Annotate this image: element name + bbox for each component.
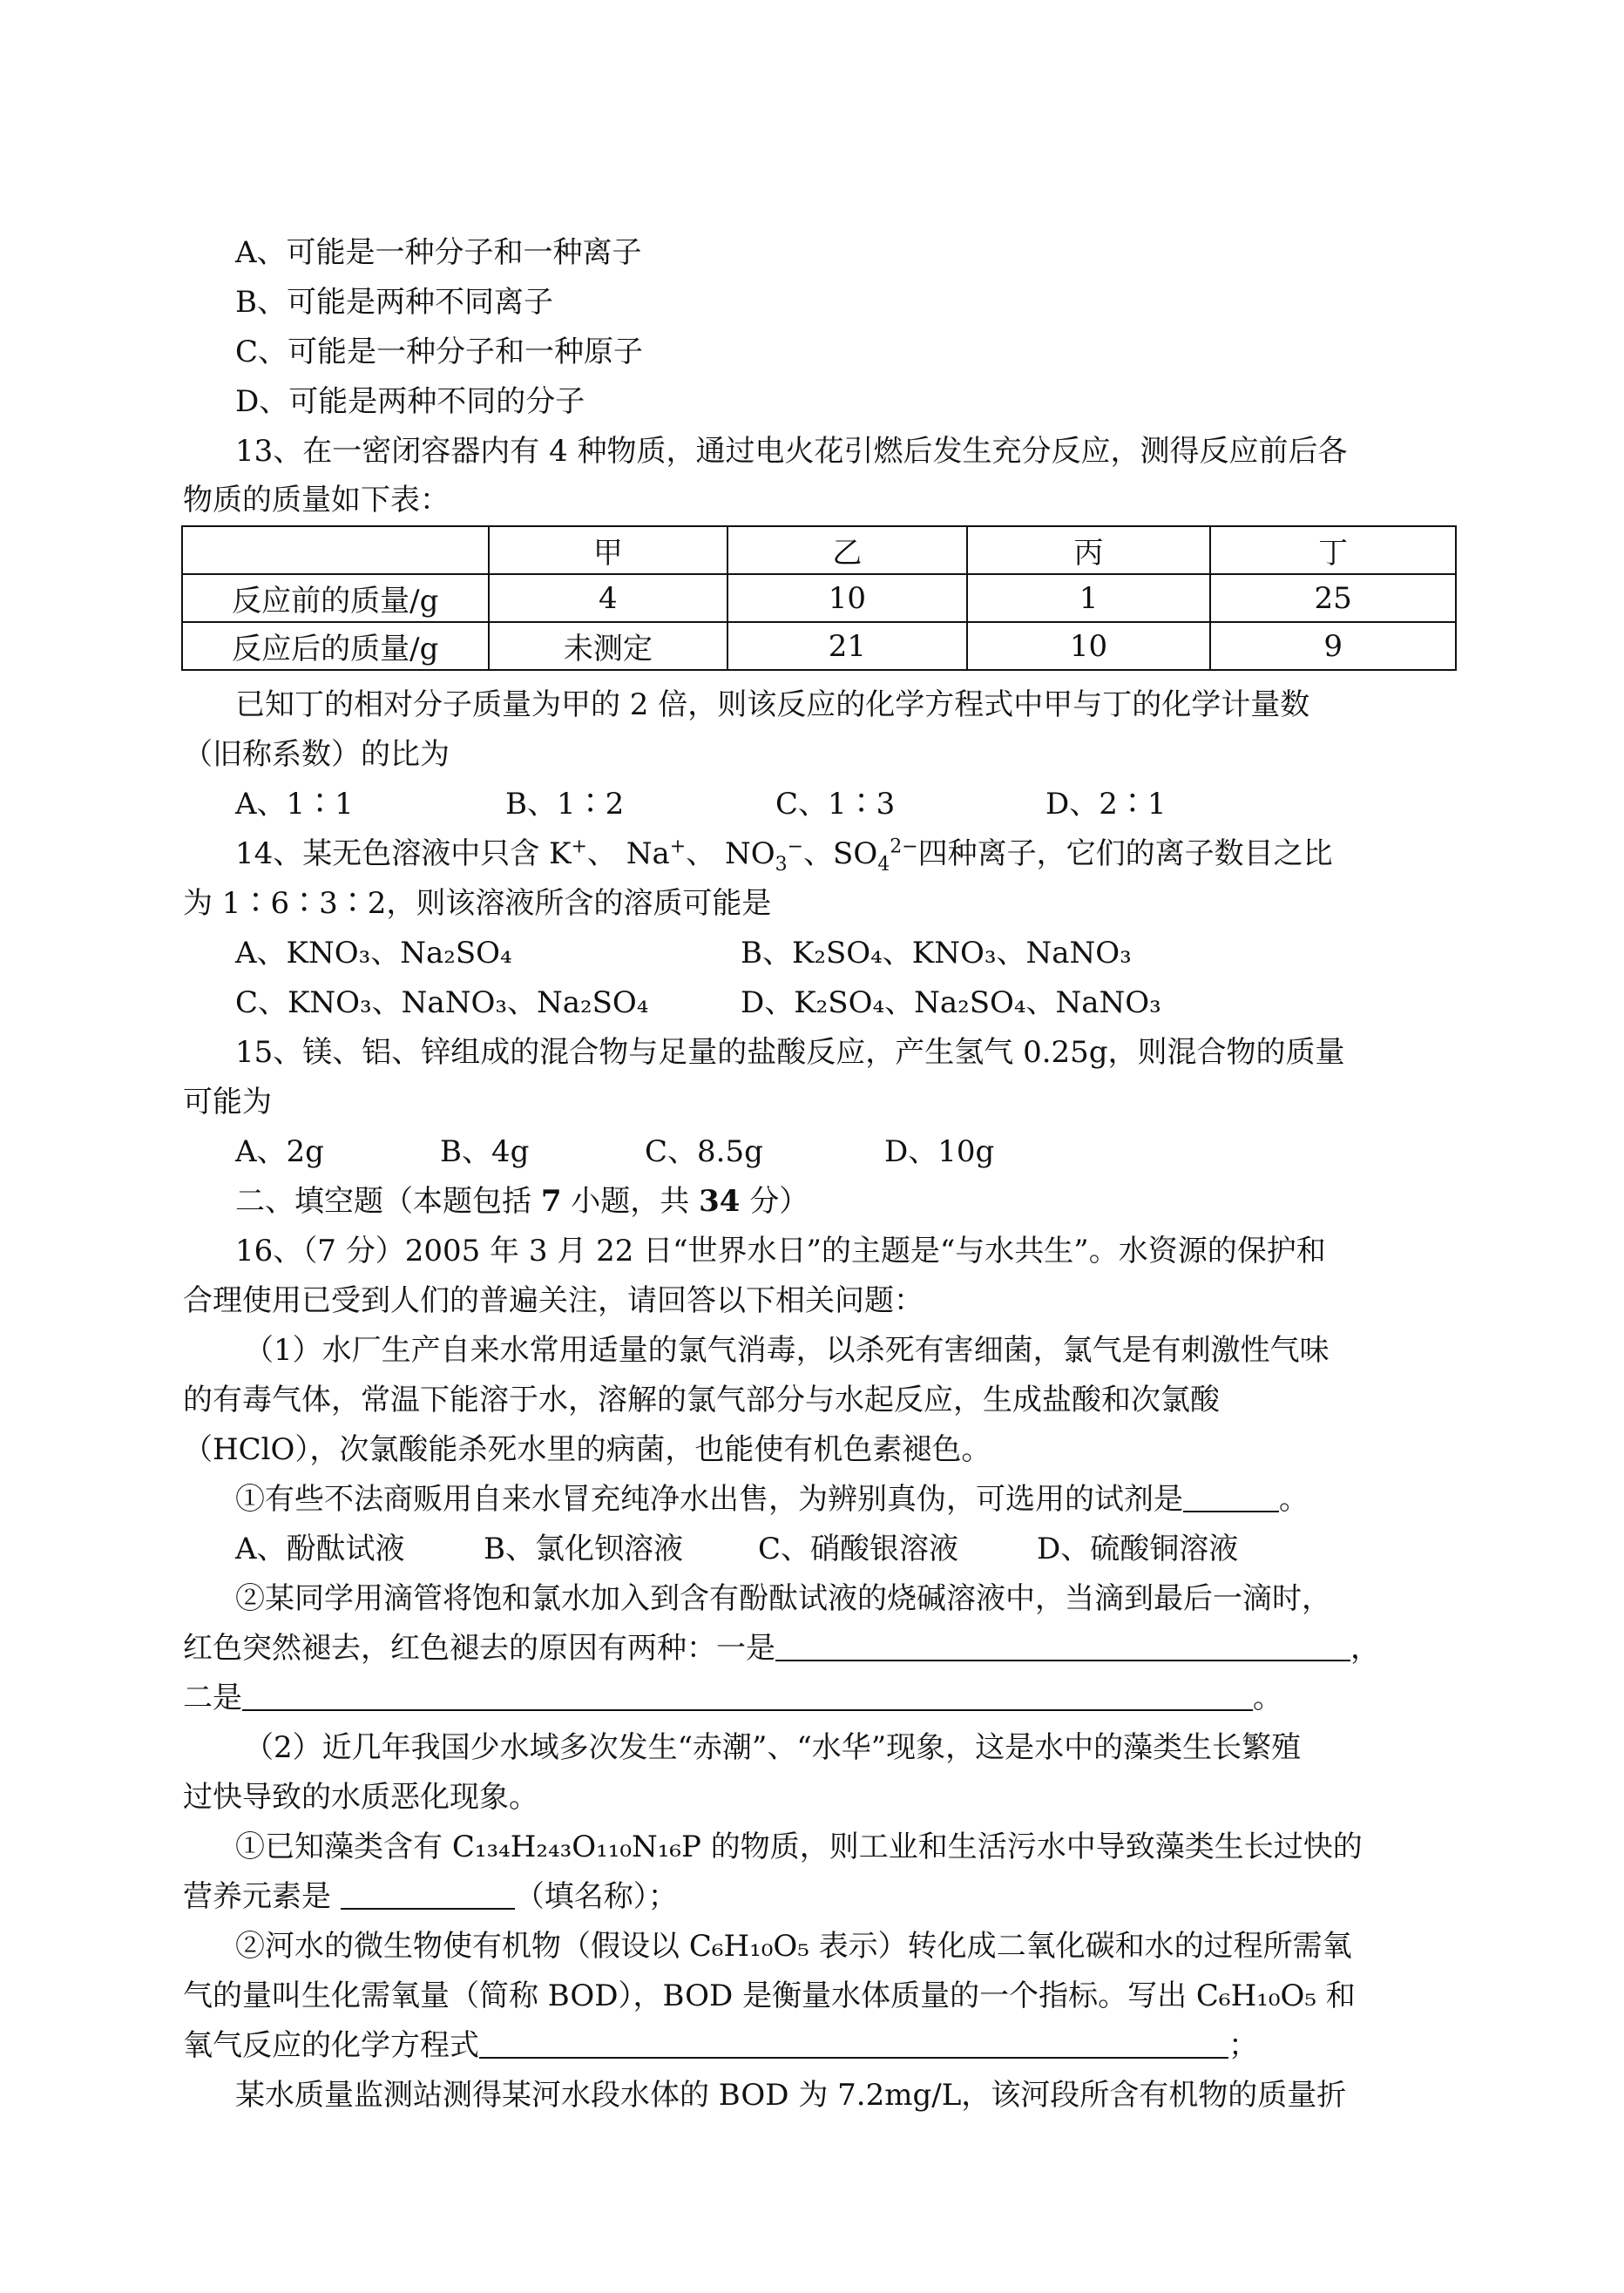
- q14-options-row1: [235, 929, 1507, 977]
- q14-stem-suffix: 四种离子，它们的离子数目之比: [917, 836, 1333, 871]
- q14-stem-line2: 为 1∶6∶3∶2，则该溶液所含的溶质可能是: [183, 886, 772, 921]
- q13-stem-line2: 物质的质量如下表：: [183, 483, 450, 517]
- q16-sub2-line3-text: 二是: [183, 1681, 242, 1715]
- table-cell: 25: [1210, 574, 1456, 622]
- answer-blank[interactable]: [242, 1680, 1253, 1711]
- section-heading-suffix: 分）: [740, 1184, 809, 1219]
- q14-option-c: C、KNO₃、NaNO₃、Na₂SO₄: [235, 985, 649, 1020]
- q16-part1-line2: 的有毒气体，常温下能溶于水，溶解的氯气部分与水起反应，生成盐酸和次氯酸: [183, 1383, 1220, 1417]
- q14-stem-prefix: 14、某无色溶液中只含 K: [235, 836, 572, 871]
- q15-option-c: C、8.5g: [645, 1134, 763, 1169]
- answer-blank[interactable]: [341, 1878, 515, 1910]
- q14-so4-text: 、SO: [803, 836, 878, 871]
- table-header-row: [182, 526, 1456, 574]
- table-header-cell: 丙: [967, 526, 1211, 574]
- table-header-cell: 乙: [727, 526, 967, 574]
- q16-sub2-line2: [183, 1624, 1455, 1673]
- answer-blank[interactable]: [479, 2027, 1228, 2059]
- q16-sub2-line2-text: 红色突然褪去，红色褪去的原因有两种：一是: [183, 1631, 775, 1666]
- table-header-cell: 丁: [1210, 526, 1456, 574]
- table-cell: 10: [727, 574, 967, 622]
- q16-part1-line3: （HClO），次氯酸能杀死水里的病菌，也能使有机色素褪色。: [183, 1432, 991, 1467]
- answer-blank[interactable]: [775, 1630, 1350, 1661]
- q14-no3-charge: −: [787, 835, 804, 858]
- q12-option-d: D、可能是两种不同的分子: [235, 384, 585, 419]
- organic-formula: C₆H₁₀O₅: [688, 1929, 809, 1964]
- q16-part2-sub2-suffix: 表示）转化成二氧化碳和水的过程所需氧: [809, 1929, 1352, 1964]
- table-cell: 9: [1210, 622, 1456, 670]
- section-heading-prefix: 二、填空题（本题包括: [235, 1184, 541, 1219]
- q16-stem-line2: 合理使用已受到人们的普遍关注，请回答以下相关问题：: [183, 1283, 924, 1318]
- table-cell: 反应后的质量/g: [182, 622, 489, 670]
- q14-na-charge: +: [669, 835, 687, 858]
- q14-stem-line1: [235, 829, 1507, 878]
- q16-sub2-line1: ②某同学用滴管将饱和氯水加入到含有酚酞试液的烧碱溶液中，当滴到最后一滴时，: [235, 1581, 1331, 1616]
- algae-formula: C₁₃₄H₂₄₃O₁₁₀N₁₆P: [451, 1830, 701, 1864]
- q14-option-b: B、K₂SO₄、KNO₃、NaNO₃: [741, 936, 1132, 971]
- q14-no3-text: 、 NO: [686, 836, 775, 871]
- table-row: [182, 574, 1456, 622]
- q16-part2-line2: 过快导致的水质恶化现象。: [183, 1780, 538, 1815]
- q16-part2-sub2-line2-suffix: 和: [1316, 1978, 1356, 2013]
- q12-option-a: A、可能是一种分子和一种离子: [235, 235, 642, 270]
- q16-part2-sub1-suffix: 的物质，则工业和生活污水中导致藻类生长过快的: [700, 1830, 1363, 1864]
- q16-sub1-options: [235, 1525, 1507, 1573]
- table-cell: 1: [967, 574, 1211, 622]
- q14-so4-sub: 4: [877, 853, 890, 876]
- table-cell: 10: [967, 622, 1211, 670]
- q16-sub1-end: 。: [1279, 1482, 1309, 1517]
- q14-k-charge: +: [571, 835, 587, 858]
- table-cell: 反应前的质量/g: [182, 574, 489, 622]
- section-question-count: 7: [540, 1184, 562, 1219]
- q14-no3-sub: 3: [775, 853, 788, 876]
- q13-option-c: C、1∶3: [775, 787, 896, 822]
- q16-stem-line1: 16、（7 分）2005 年 3 月 22 日“世界水日”的主题是“与水共生”。水资源的保护和: [235, 1234, 1326, 1268]
- q13-stem-line1: 13、在一密闭容器内有 4 种物质，通过电火花引燃后发生充分反应，测得反应前后各: [235, 434, 1348, 469]
- q14-na-text: 、 Na: [586, 836, 670, 871]
- q16-part2-sub2-line3: [183, 2021, 1455, 2070]
- q15-options: [235, 1127, 1507, 1176]
- q16-part2-sub1-line2-suffix: （填名称）；: [514, 1879, 678, 1914]
- q16-sub2-line3-end: 。: [1253, 1681, 1282, 1715]
- q16-option-b: B、氯化钡溶液: [484, 1532, 683, 1566]
- q16-part2-sub1-line1: [235, 1823, 1507, 1871]
- q16-part2-sub2-line3-end: ；: [1228, 2028, 1258, 2063]
- q13-after-line2: （旧称系数）的比为: [183, 737, 450, 772]
- q14-options-row2: [235, 978, 1507, 1027]
- table-cell: 4: [489, 574, 728, 622]
- q13-option-a: A、1∶1: [235, 787, 354, 822]
- q14-option-a: A、KNO₃、Na₂SO₄: [235, 936, 512, 971]
- table-cell: 未测定: [489, 622, 728, 670]
- q16-part2-sub1-line2-prefix: 营养元素是: [183, 1879, 341, 1914]
- q14-option-d: D、K₂SO₄、Na₂SO₄、NaNO₃: [741, 985, 1161, 1020]
- q15-option-b: B、4g: [440, 1134, 530, 1169]
- section-heading-mid: 小题，共: [561, 1184, 700, 1219]
- answer-blank[interactable]: [1183, 1481, 1279, 1512]
- q16-part2-sub2-line2-prefix: 气的量叫生化需氧量（简称 BOD），BOD 是衡量水体质量的一个指标。写出: [183, 1978, 1196, 2013]
- q16-part2-sub2-prefix: ②河水的微生物使有机物（假设以: [235, 1929, 689, 1964]
- q13-options: [235, 780, 1507, 829]
- q16-part1-line1: （1）水厂生产自来水常用适量的氯气消毒，以杀死有害细菌，氯气是有刺激性气味: [244, 1333, 1330, 1368]
- q16-part2-sub2-line2: [183, 1972, 1455, 2020]
- q16-sub1-text: ①有些不法商贩用自来水冒充纯净水出售，为辨别真伪，可选用的试剂是: [235, 1482, 1183, 1517]
- table-header-cell: 甲: [489, 526, 728, 574]
- q16-sub2-line2-end: ，: [1350, 1631, 1380, 1666]
- section-heading: [235, 1177, 1507, 1226]
- organic-formula: C₆H₁₀O₅: [1195, 1978, 1316, 2013]
- q15-stem-line1: 15、镁、铝、锌组成的混合物与足量的盐酸反应，产生氢气 0.25g，则混合物的质量: [235, 1035, 1345, 1070]
- q13-after-line1: 已知丁的相对分子质量为甲的 2 倍，则该反应的化学方程式中甲与丁的化学计量数: [235, 687, 1310, 722]
- q16-option-c: C、硝酸银溶液: [758, 1532, 959, 1566]
- table-row: [182, 622, 1456, 670]
- q12-option-c: C、可能是一种分子和一种原子: [235, 335, 644, 369]
- q16-part2-sub2-line1: [235, 1922, 1507, 1971]
- q16-last-line: 某水质量监测站测得某河水段水体的 BOD 为 7.2mg/L，该河段所含有机物的质量折: [235, 2078, 1347, 2113]
- q16-part2-line1: （2）近几年我国少水域多次发生“赤潮”、“水华”现象，这是水中的藻类生长繁殖: [244, 1730, 1302, 1765]
- q13-option-d: D、2∶1: [1045, 787, 1167, 822]
- q16-part2-sub2-line3-text: 氧气反应的化学方程式: [183, 2028, 479, 2063]
- q15-option-a: A、2g: [235, 1134, 324, 1169]
- q12-option-b: B、可能是两种不同离子: [235, 285, 553, 320]
- q16-option-d: D、硫酸铜溶液: [1037, 1532, 1239, 1566]
- table-cell: 21: [727, 622, 967, 670]
- q15-stem-line2: 可能为: [183, 1085, 272, 1119]
- q15-option-d: D、10g: [884, 1134, 995, 1169]
- q16-sub2-line3: [183, 1674, 1455, 1722]
- q13-option-b: B、1∶2: [505, 787, 625, 822]
- section-score: 34: [699, 1184, 741, 1219]
- q16-part2-sub1-prefix: ①已知藻类含有: [235, 1830, 452, 1864]
- q16-option-a: A、酚酞试液: [235, 1532, 405, 1566]
- table-header-cell: [182, 526, 489, 574]
- q14-so4-charge: 2−: [890, 835, 918, 858]
- q16-sub1: [235, 1475, 1507, 1524]
- q16-part2-sub1-line2: [183, 1872, 1455, 1921]
- mass-table: [181, 525, 1457, 671]
